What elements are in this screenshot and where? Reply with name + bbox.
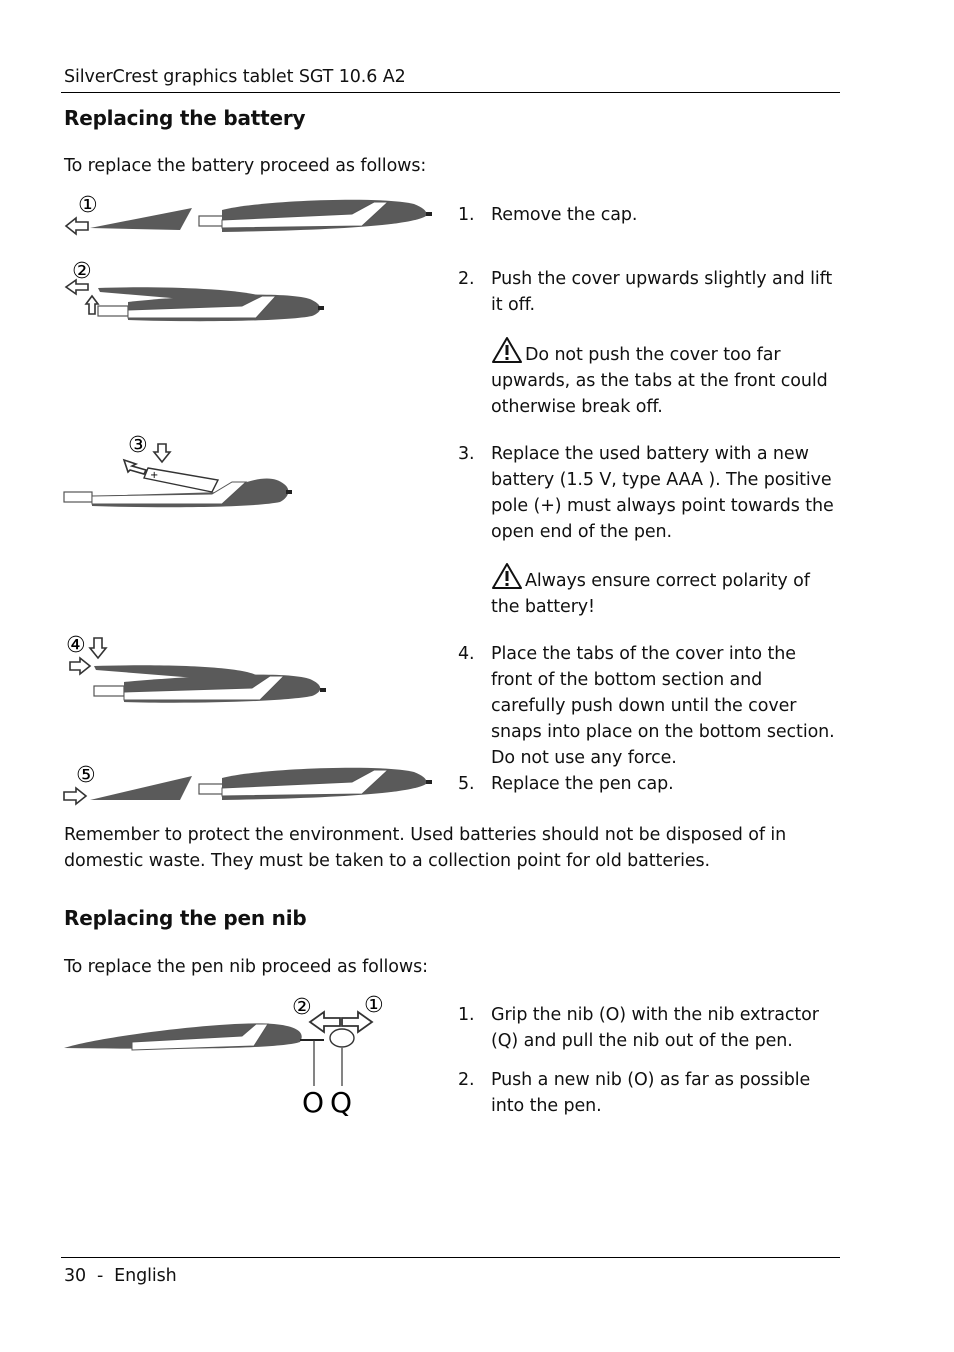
step-number: 2.	[458, 269, 475, 289]
warning-note	[491, 562, 836, 620]
figure-nib-replacement	[62, 990, 402, 1120]
figure-step2-lift-cover	[62, 256, 332, 326]
header-rule	[61, 92, 840, 93]
step3-figure-label: ③	[128, 433, 148, 458]
extractor-label-q: Q	[330, 1086, 353, 1119]
figure-step1-remove-cap	[62, 192, 442, 242]
step-number: 1.	[458, 205, 475, 225]
nib-intro: To replace the pen nib proceed as follows:	[64, 957, 428, 977]
figure-step4-close-cover	[62, 630, 332, 710]
environment-note: Remember to protect the environment. Used batteries should not be disposed of in domestic waste. They must be taken to a collection point for old batteries.	[64, 825, 787, 871]
arrow-left-icon	[66, 218, 88, 234]
nib-extractor	[330, 1029, 354, 1047]
nib-label-o: O	[302, 1086, 325, 1119]
warning-triangle-icon	[491, 562, 523, 590]
step-number: 2.	[458, 1070, 475, 1090]
section-heading-nib: Replacing the pen nib	[64, 906, 307, 930]
warning-triangle-icon	[491, 336, 523, 364]
arrow-up-icon	[86, 296, 98, 314]
arrow-right-icon	[64, 788, 86, 804]
step-number: 3.	[458, 444, 475, 464]
step-number: 1.	[458, 1005, 475, 1025]
step-number: 5.	[458, 774, 475, 794]
warning-text: Do not push the cover too far upwards, as the tabs at the front could otherwise break off.	[491, 345, 828, 417]
step1-figure-label: ①	[78, 193, 98, 218]
step-text: Push a new nib (O) as far as possible into the pen.	[491, 1070, 811, 1116]
step5-figure-label: ⑤	[76, 763, 96, 788]
battery-intro: To replace the battery proceed as follows:	[64, 156, 427, 176]
step-text: Push the cover upwards slightly and lift it off.	[491, 269, 833, 315]
nib-step2-figure-label: ②	[292, 995, 312, 1020]
step-text: Replace the used battery with a new battery (1.5 V, type AAA ). The positive pole (+) must always point towards the open end of the pen.	[491, 444, 834, 542]
step-text: Replace the pen cap.	[491, 774, 674, 794]
pen-cap	[90, 776, 192, 800]
warning-note	[491, 336, 836, 420]
arrow-down-icon	[154, 444, 170, 462]
page-number: 30	[64, 1266, 87, 1286]
footer-language: English	[114, 1266, 177, 1286]
figure-step3-replace-battery	[62, 430, 302, 512]
pen-cap	[90, 208, 192, 230]
section-heading-battery: Replacing the battery	[64, 106, 306, 130]
step-text: Place the tabs of the cover into the front of the bottom section and carefully push down until the cover snaps into place on the bottom section. Do not use any force.	[491, 644, 835, 768]
figure-step5-replace-cap	[62, 760, 442, 810]
step-number: 4.	[458, 644, 475, 664]
step2-figure-label: ②	[72, 259, 92, 284]
step-text: Remove the cap.	[491, 205, 638, 225]
arrow-down-icon	[90, 638, 106, 658]
step4-figure-label: ④	[66, 633, 86, 658]
step-text: Grip the nib (O) with the nib extractor (Q) and pull the nib out of the pen.	[491, 1005, 819, 1051]
arrow-left-icon	[310, 1012, 340, 1032]
svg-text:+: +	[150, 470, 159, 481]
warning-text: Always ensure correct polarity of the battery!	[491, 571, 810, 617]
footer-rule	[61, 1257, 840, 1258]
arrow-right-icon	[70, 658, 90, 674]
footer-separator: -	[97, 1266, 104, 1286]
arrow-right-icon	[124, 460, 146, 474]
running-header: SilverCrest graphics tablet SGT 10.6 A2	[64, 67, 406, 87]
nib-step1-figure-label: ①	[364, 993, 384, 1018]
page-footer	[64, 1263, 177, 1289]
